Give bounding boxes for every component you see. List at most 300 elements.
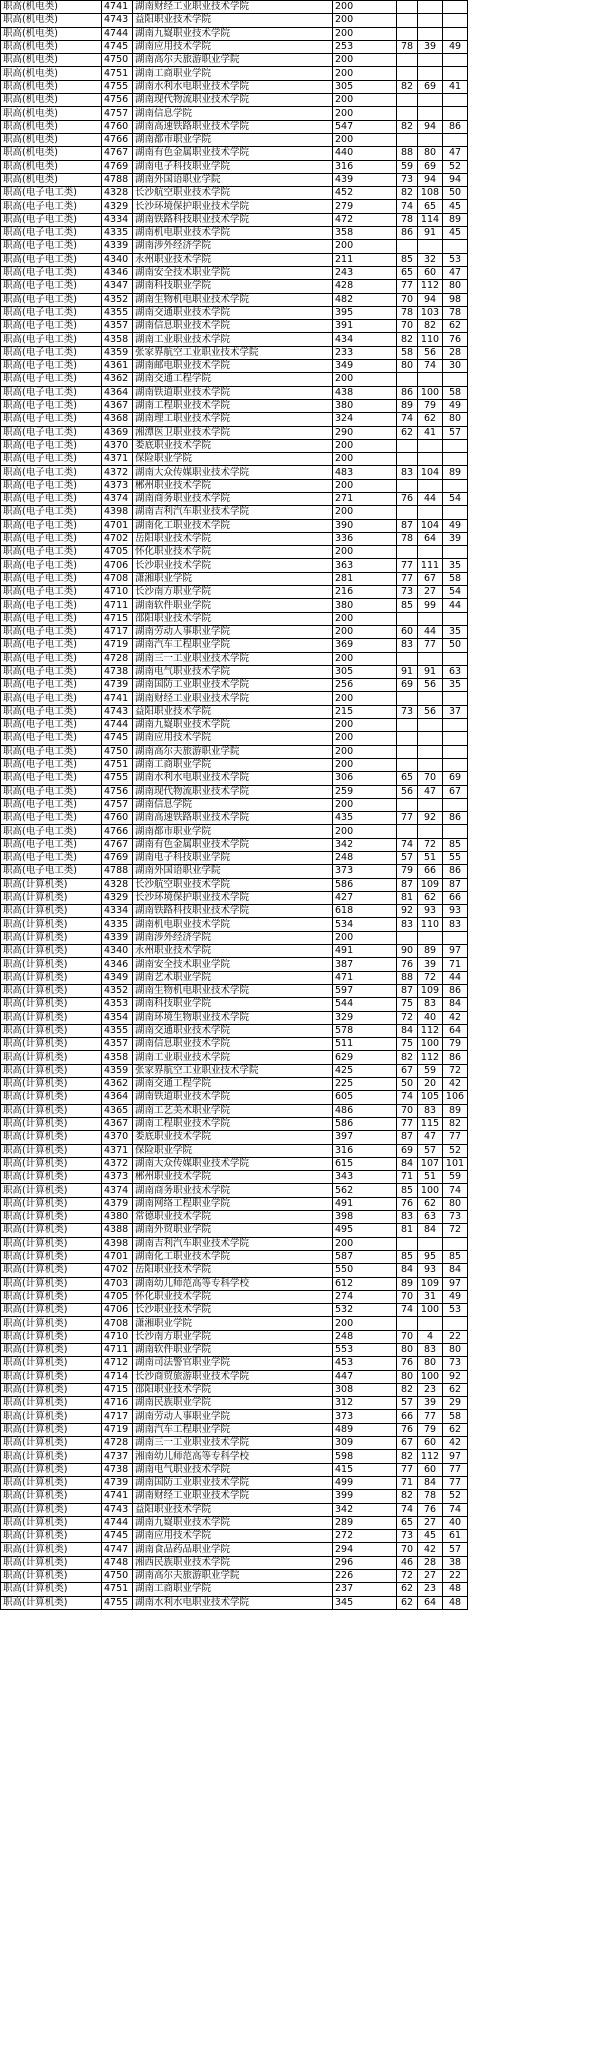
score-2-cell: 45 [418,1530,443,1543]
school-code-cell: 4747 [102,1543,133,1556]
score-1-cell [397,758,418,771]
category-cell: 职高(计算机类) [1,1197,102,1210]
table-row [1,1117,468,1130]
table-row [1,1583,468,1596]
score-3-cell: 62 [443,1423,468,1436]
category-cell: 职高(电子电工类) [1,519,102,532]
table-row [1,1383,468,1396]
score-2-cell [418,14,443,27]
school-name-cell: 湖南工商职业学院 [133,758,333,771]
score-1-cell: 79 [397,865,418,878]
school-code-cell: 4766 [102,825,133,838]
score-2-cell: 114 [418,213,443,226]
category-cell: 职高(计算机类) [1,1171,102,1184]
table-row [1,1343,468,1356]
score-2-cell: 92 [418,812,443,825]
total-score-cell: 200 [333,732,397,745]
score-3-cell: 58 [443,1410,468,1423]
table-row [1,1171,468,1184]
total-score-cell: 544 [333,998,397,1011]
score-2-cell [418,798,443,811]
school-name-cell: 常德职业技术学院 [133,1211,333,1224]
table-row [1,1330,468,1343]
school-name-cell: 湖南高速铁路职业技术学院 [133,812,333,825]
category-cell: 职高(电子电工类) [1,399,102,412]
table-row [1,825,468,838]
score-3-cell: 22 [443,1570,468,1583]
total-score-cell: 629 [333,1051,397,1064]
school-name-cell: 湖南安全技术职业学院 [133,266,333,279]
table-row [1,1277,468,1290]
score-3-cell [443,546,468,559]
table-row [1,306,468,319]
total-score-cell: 226 [333,1570,397,1583]
score-1-cell: 76 [397,1423,418,1436]
category-cell: 职高(机电类) [1,160,102,173]
score-3-cell: 71 [443,958,468,971]
school-code-cell: 4788 [102,173,133,186]
score-2-cell: 112 [418,280,443,293]
score-1-cell: 82 [397,80,418,93]
table-row [1,120,468,133]
category-cell: 职高(电子电工类) [1,413,102,426]
school-code-cell: 4745 [102,1530,133,1543]
total-score-cell: 329 [333,1011,397,1024]
category-cell: 职高(计算机类) [1,1290,102,1303]
score-2-cell [418,931,443,944]
school-name-cell: 湖南生物机电职业技术学院 [133,984,333,997]
table-row [1,971,468,984]
total-score-cell: 281 [333,572,397,585]
score-3-cell: 86 [443,865,468,878]
score-3-cell: 48 [443,1596,468,1609]
score-1-cell: 85 [397,599,418,612]
score-1-cell: 73 [397,173,418,186]
score-1-cell: 62 [397,426,418,439]
total-score-cell: 586 [333,1117,397,1130]
score-3-cell: 50 [443,187,468,200]
category-cell: 职高(计算机类) [1,945,102,958]
school-code-cell: 4750 [102,745,133,758]
school-code-cell: 4388 [102,1224,133,1237]
score-1-cell: 88 [397,971,418,984]
school-code-cell: 4760 [102,812,133,825]
school-code-cell: 4767 [102,838,133,851]
total-score-cell: 271 [333,492,397,505]
table-row [1,745,468,758]
score-3-cell: 106 [443,1091,468,1104]
total-score-cell: 274 [333,1290,397,1303]
score-3-cell: 29 [443,1397,468,1410]
category-cell: 职高(计算机类) [1,905,102,918]
total-score-cell: 499 [333,1476,397,1489]
score-1-cell: 82 [397,187,418,200]
school-name-cell: 湖南劳动人事职业学院 [133,1410,333,1423]
category-cell: 职高(机电类) [1,14,102,27]
total-score-cell: 200 [333,546,397,559]
score-1-cell [397,479,418,492]
score-3-cell [443,107,468,120]
table-row [1,453,468,466]
score-1-cell: 76 [397,1197,418,1210]
category-cell: 职高(电子电工类) [1,227,102,240]
score-1-cell: 86 [397,227,418,240]
school-name-cell: 湖南国防工业职业技术学院 [133,1476,333,1489]
category-cell: 职高(计算机类) [1,958,102,971]
total-score-cell: 324 [333,413,397,426]
school-code-cell: 4744 [102,719,133,732]
school-code-cell: 4751 [102,1583,133,1596]
school-name-cell: 湖南工业职业技术学院 [133,1051,333,1064]
school-code-cell: 4340 [102,945,133,958]
category-cell: 职高(电子电工类) [1,373,102,386]
category-cell: 职高(电子电工类) [1,679,102,692]
school-name-cell: 岳阳职业技术学院 [133,1264,333,1277]
school-code-cell: 4364 [102,1091,133,1104]
score-3-cell [443,373,468,386]
score-3-cell: 42 [443,1437,468,1450]
school-name-cell: 湖南外贸职业学院 [133,1224,333,1237]
table-row [1,599,468,612]
score-2-cell: 99 [418,599,443,612]
score-2-cell: 93 [418,1264,443,1277]
score-3-cell: 93 [443,905,468,918]
score-1-cell [397,798,418,811]
score-3-cell: 52 [443,1490,468,1503]
table-row [1,772,468,785]
total-score-cell: 200 [333,240,397,253]
score-1-cell: 72 [397,1011,418,1024]
score-3-cell: 22 [443,1330,468,1343]
school-name-cell: 湖南理工职业技术学院 [133,413,333,426]
score-2-cell: 74 [418,360,443,373]
total-score-cell: 200 [333,14,397,27]
school-code-cell: 4368 [102,413,133,426]
score-1-cell [397,546,418,559]
category-cell: 职高(电子电工类) [1,386,102,399]
school-name-cell: 湖南民族职业学院 [133,1397,333,1410]
score-3-cell: 97 [443,1450,468,1463]
score-1-cell [397,107,418,120]
category-cell: 职高(计算机类) [1,1596,102,1609]
score-2-cell: 100 [418,1370,443,1383]
score-3-cell: 64 [443,1024,468,1037]
school-code-cell: 4705 [102,1290,133,1303]
score-1-cell: 67 [397,1437,418,1450]
total-score-cell: 438 [333,386,397,399]
score-1-cell: 70 [397,1330,418,1343]
category-cell: 职高(电子电工类) [1,346,102,359]
table-row [1,1437,468,1450]
school-name-cell: 邵阳职业技术学院 [133,612,333,625]
school-name-cell: 长沙南方职业学院 [133,586,333,599]
school-code-cell: 4398 [102,1237,133,1250]
score-3-cell: 44 [443,971,468,984]
total-score-cell: 233 [333,346,397,359]
score-3-cell: 101 [443,1157,468,1170]
school-code-cell: 4353 [102,998,133,1011]
score-3-cell: 74 [443,1503,468,1516]
category-cell: 职高(机电类) [1,1,102,14]
score-3-cell: 92 [443,1370,468,1383]
school-name-cell: 湖南科技职业学院 [133,998,333,1011]
school-code-cell: 4329 [102,891,133,904]
total-score-cell: 612 [333,1277,397,1290]
total-score-cell: 200 [333,692,397,705]
total-score-cell: 200 [333,133,397,146]
score-1-cell: 70 [397,293,418,306]
total-score-cell: 248 [333,852,397,865]
score-2-cell: 27 [418,1516,443,1529]
score-2-cell [418,612,443,625]
school-name-cell: 湖南科技职业学院 [133,280,333,293]
school-code-cell: 4728 [102,1437,133,1450]
school-name-cell: 长沙南方职业学院 [133,1330,333,1343]
category-cell: 职高(计算机类) [1,1051,102,1064]
score-1-cell: 75 [397,1038,418,1051]
score-1-cell [397,732,418,745]
total-score-cell: 452 [333,187,397,200]
score-2-cell: 103 [418,306,443,319]
school-name-cell: 娄底职业技术学院 [133,1131,333,1144]
school-code-cell: 4354 [102,1011,133,1024]
school-name-cell: 保险职业学院 [133,453,333,466]
score-2-cell: 66 [418,865,443,878]
score-1-cell: 72 [397,1570,418,1583]
category-cell: 职高(计算机类) [1,1024,102,1037]
score-1-cell: 82 [397,1450,418,1463]
table-row [1,1357,468,1370]
school-name-cell: 湖南涉外经济学院 [133,240,333,253]
score-2-cell: 47 [418,785,443,798]
school-code-cell: 4767 [102,147,133,160]
school-code-cell: 4751 [102,67,133,80]
score-1-cell: 85 [397,1184,418,1197]
school-code-cell: 4741 [102,1,133,14]
category-cell: 职高(计算机类) [1,1184,102,1197]
score-2-cell [418,240,443,253]
score-1-cell: 82 [397,1051,418,1064]
table-row [1,413,468,426]
school-code-cell: 4328 [102,878,133,891]
school-name-cell: 长沙环境保护职业技术学院 [133,200,333,213]
school-code-cell: 4329 [102,200,133,213]
score-2-cell: 41 [418,426,443,439]
school-name-cell: 湖南信息职业技术学院 [133,1038,333,1051]
score-3-cell [443,27,468,40]
category-cell: 职高(电子电工类) [1,852,102,865]
score-3-cell: 54 [443,492,468,505]
total-score-cell: 200 [333,931,397,944]
score-2-cell: 65 [418,200,443,213]
table-row [1,705,468,718]
score-3-cell: 72 [443,1224,468,1237]
score-1-cell: 78 [397,213,418,226]
school-code-cell: 4719 [102,639,133,652]
category-cell: 职高(机电类) [1,67,102,80]
table-row [1,94,468,107]
score-1-cell [397,67,418,80]
score-3-cell [443,240,468,253]
table-row [1,1104,468,1117]
category-cell: 职高(机电类) [1,94,102,107]
score-3-cell: 40 [443,1516,468,1529]
total-score-cell: 425 [333,1064,397,1077]
table-row [1,572,468,585]
table-row [1,373,468,386]
total-score-cell: 200 [333,1237,397,1250]
score-1-cell: 82 [397,120,418,133]
school-code-cell: 4361 [102,360,133,373]
score-2-cell: 110 [418,333,443,346]
table-row [1,253,468,266]
category-cell: 职高(电子电工类) [1,652,102,665]
category-cell: 职高(电子电工类) [1,439,102,452]
category-cell: 职高(电子电工类) [1,719,102,732]
score-2-cell: 100 [418,1038,443,1051]
category-cell: 职高(计算机类) [1,1131,102,1144]
school-name-cell: 湖南食品药品职业学院 [133,1543,333,1556]
school-name-cell: 湖南汽车工程职业学院 [133,1423,333,1436]
category-cell: 职高(机电类) [1,54,102,67]
score-3-cell: 85 [443,838,468,851]
score-2-cell: 107 [418,1157,443,1170]
score-1-cell: 76 [397,1357,418,1370]
table-row [1,931,468,944]
score-2-cell [418,479,443,492]
score-3-cell: 49 [443,399,468,412]
school-name-cell: 湖南网络工程职业学院 [133,1197,333,1210]
school-code-cell: 4712 [102,1357,133,1370]
score-1-cell: 71 [397,1171,418,1184]
score-3-cell: 28 [443,346,468,359]
score-1-cell: 85 [397,253,418,266]
table-row [1,852,468,865]
school-code-cell: 4339 [102,931,133,944]
category-cell: 职高(电子电工类) [1,745,102,758]
school-name-cell: 益阳职业技术学院 [133,14,333,27]
total-score-cell: 237 [333,1583,397,1596]
score-1-cell [397,652,418,665]
total-score-cell: 200 [333,373,397,386]
school-code-cell: 4334 [102,905,133,918]
table-row [1,1570,468,1583]
score-3-cell: 35 [443,625,468,638]
score-2-cell: 94 [418,293,443,306]
total-score-cell: 363 [333,559,397,572]
school-code-cell: 4743 [102,1503,133,1516]
score-3-cell: 80 [443,1343,468,1356]
score-3-cell: 97 [443,1277,468,1290]
total-score-cell: 306 [333,772,397,785]
score-3-cell: 42 [443,1011,468,1024]
total-score-cell: 440 [333,147,397,160]
score-3-cell [443,798,468,811]
score-1-cell [397,453,418,466]
score-3-cell [443,1317,468,1330]
total-score-cell: 397 [333,1131,397,1144]
score-1-cell: 80 [397,360,418,373]
score-3-cell: 57 [443,426,468,439]
table-row [1,665,468,678]
category-cell: 职高(计算机类) [1,1224,102,1237]
school-code-cell: 4739 [102,1476,133,1489]
school-name-cell: 湖南有色金属职业技术学院 [133,147,333,160]
score-1-cell [397,94,418,107]
school-code-cell: 4347 [102,280,133,293]
category-cell: 职高(电子电工类) [1,825,102,838]
table-row [1,227,468,240]
category-cell: 职高(电子电工类) [1,705,102,718]
total-score-cell: 200 [333,479,397,492]
school-name-cell: 湖南大众传媒职业技术学院 [133,466,333,479]
score-1-cell: 62 [397,1583,418,1596]
score-1-cell: 90 [397,945,418,958]
table-row [1,399,468,412]
table-row [1,1317,468,1330]
score-3-cell: 45 [443,227,468,240]
score-1-cell: 70 [397,1104,418,1117]
total-score-cell: 472 [333,213,397,226]
score-1-cell [397,240,418,253]
table-row [1,865,468,878]
school-name-cell: 湖南工商职业学院 [133,1583,333,1596]
total-score-cell: 308 [333,1383,397,1396]
score-3-cell: 55 [443,852,468,865]
score-3-cell: 30 [443,360,468,373]
school-code-cell: 4371 [102,453,133,466]
table-row [1,1131,468,1144]
total-score-cell: 200 [333,27,397,40]
score-3-cell [443,732,468,745]
score-2-cell [418,758,443,771]
score-2-cell: 78 [418,1490,443,1503]
total-score-cell: 586 [333,878,397,891]
score-1-cell: 73 [397,1530,418,1543]
school-code-cell: 4352 [102,293,133,306]
score-1-cell [397,27,418,40]
score-3-cell [443,1,468,14]
category-cell: 职高(机电类) [1,147,102,160]
score-1-cell: 74 [397,1503,418,1516]
category-cell: 职高(电子电工类) [1,798,102,811]
total-score-cell: 312 [333,1397,397,1410]
table-row [1,838,468,851]
score-3-cell: 84 [443,998,468,1011]
score-1-cell: 78 [397,40,418,53]
school-name-cell: 湖南铁道职业技术学院 [133,386,333,399]
school-name-cell: 湖南电子科技职业学院 [133,160,333,173]
school-code-cell: 4703 [102,1277,133,1290]
total-score-cell: 279 [333,200,397,213]
score-1-cell [397,692,418,705]
score-3-cell [443,94,468,107]
school-name-cell: 潇湘职业学院 [133,572,333,585]
score-2-cell [418,1317,443,1330]
school-name-cell: 郴州职业技术学院 [133,479,333,492]
score-2-cell: 112 [418,1450,443,1463]
score-3-cell: 48 [443,1583,468,1596]
score-3-cell: 97 [443,945,468,958]
score-1-cell: 89 [397,1277,418,1290]
table-row [1,1224,468,1237]
table-row [1,1423,468,1436]
score-2-cell: 94 [418,120,443,133]
score-2-cell: 42 [418,1543,443,1556]
category-cell: 职高(电子电工类) [1,333,102,346]
school-code-cell: 4769 [102,160,133,173]
school-code-cell: 4766 [102,133,133,146]
